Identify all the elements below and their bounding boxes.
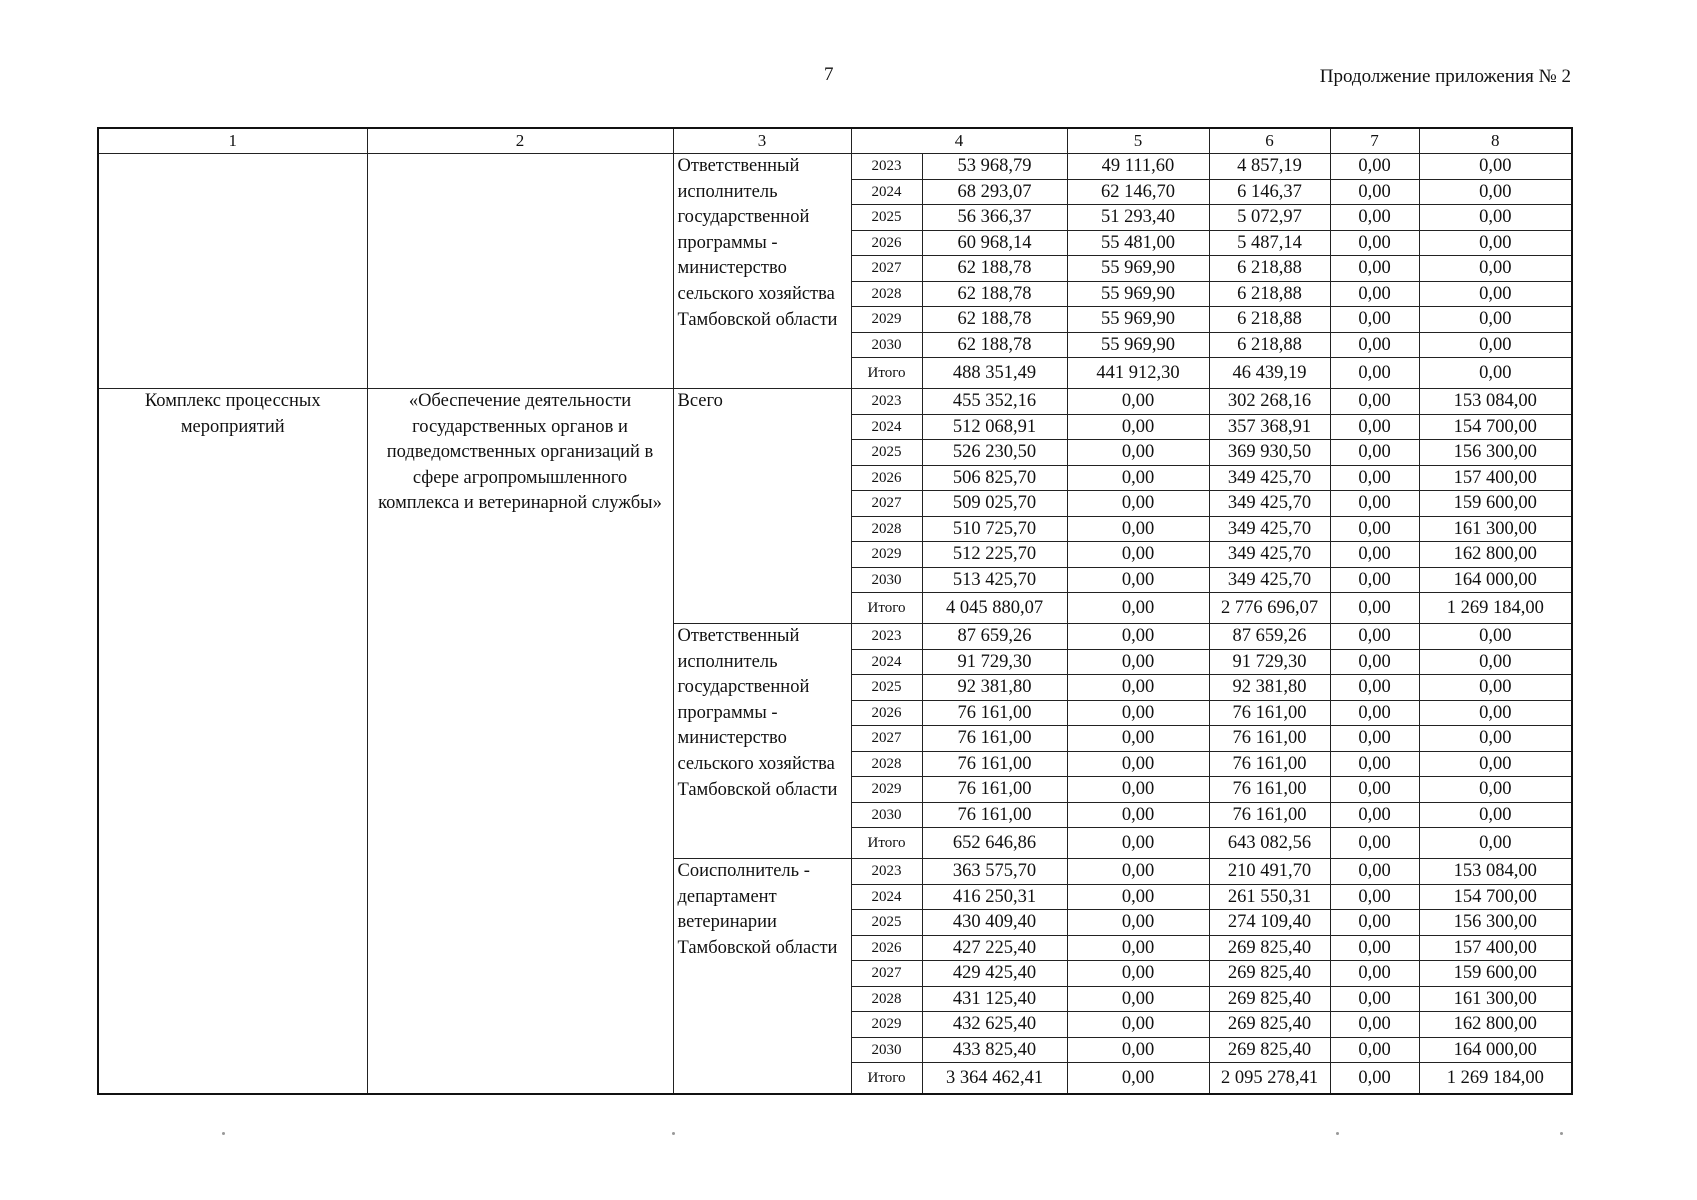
amount-cell: 62 188,78: [922, 281, 1067, 307]
amount-cell: 429 425,40: [922, 961, 1067, 987]
amount-cell: 0,00: [1067, 1012, 1209, 1038]
amount-cell: 269 825,40: [1209, 961, 1330, 987]
amount-cell: 416 250,31: [922, 884, 1067, 910]
amount-cell: 0,00: [1419, 154, 1572, 180]
amount-cell: 0,00: [1067, 567, 1209, 593]
executor-cell: Ответственный исполнитель государственной программы - министерство сельского хозяйства Тамбовской области: [673, 624, 851, 859]
amount-cell: 55 969,90: [1067, 281, 1209, 307]
amount-cell: 0,00: [1330, 465, 1419, 491]
amount-cell: 349 425,70: [1209, 567, 1330, 593]
amount-cell: 0,00: [1330, 440, 1419, 466]
amount-cell: 513 425,70: [922, 567, 1067, 593]
amount-cell: 0,00: [1330, 935, 1419, 961]
amount-cell: 427 225,40: [922, 935, 1067, 961]
amount-cell: 0,00: [1067, 751, 1209, 777]
amount-cell: 76 161,00: [922, 802, 1067, 828]
amount-cell: 0,00: [1330, 675, 1419, 701]
amount-cell: 0,00: [1419, 751, 1572, 777]
year-cell: Итого: [851, 358, 922, 389]
amount-cell: 0,00: [1067, 1063, 1209, 1095]
amount-cell: 0,00: [1067, 542, 1209, 568]
amount-cell: 274 109,40: [1209, 910, 1330, 936]
amount-cell: 3 364 462,41: [922, 1063, 1067, 1095]
amount-cell: 49 111,60: [1067, 154, 1209, 180]
amount-cell: 76 161,00: [1209, 777, 1330, 803]
amount-cell: 0,00: [1067, 516, 1209, 542]
amount-cell: 0,00: [1419, 777, 1572, 803]
amount-cell: 161 300,00: [1419, 516, 1572, 542]
amount-cell: 157 400,00: [1419, 935, 1572, 961]
amount-cell: 76 161,00: [922, 700, 1067, 726]
year-cell: 2024: [851, 179, 922, 205]
amount-cell: 349 425,70: [1209, 542, 1330, 568]
year-cell: 2026: [851, 230, 922, 256]
amount-cell: 0,00: [1067, 884, 1209, 910]
amount-cell: 0,00: [1330, 1037, 1419, 1063]
amount-cell: 0,00: [1330, 256, 1419, 282]
amount-cell: 0,00: [1419, 205, 1572, 231]
amount-cell: 6 146,37: [1209, 179, 1330, 205]
amount-cell: 154 700,00: [1419, 884, 1572, 910]
amount-cell: 0,00: [1330, 828, 1419, 859]
amount-cell: 0,00: [1330, 859, 1419, 885]
table-row: [98, 154, 1572, 180]
amount-cell: 0,00: [1067, 440, 1209, 466]
amount-cell: 162 800,00: [1419, 542, 1572, 568]
amount-cell: 0,00: [1330, 593, 1419, 624]
amount-cell: 510 725,70: [922, 516, 1067, 542]
measure-name-cell: «Обеспечение деятельности государственных органов и подведомственных организаций в сфере агропромышленного комплекса и ветеринарной службы»: [367, 389, 673, 1095]
amount-cell: 87 659,26: [1209, 624, 1330, 650]
column-header-2: 2: [367, 128, 673, 154]
amount-cell: 0,00: [1067, 414, 1209, 440]
amount-cell: 261 550,31: [1209, 884, 1330, 910]
year-cell: 2028: [851, 281, 922, 307]
amount-cell: 1 269 184,00: [1419, 593, 1572, 624]
amount-cell: 512 225,70: [922, 542, 1067, 568]
amount-cell: 2 095 278,41: [1209, 1063, 1330, 1095]
amount-cell: 164 000,00: [1419, 1037, 1572, 1063]
amount-cell: 0,00: [1330, 358, 1419, 389]
amount-cell: 0,00: [1067, 649, 1209, 675]
year-cell: 2028: [851, 516, 922, 542]
amount-cell: 0,00: [1067, 828, 1209, 859]
amount-cell: 0,00: [1419, 675, 1572, 701]
year-cell: 2025: [851, 910, 922, 936]
amount-cell: 0,00: [1067, 777, 1209, 803]
amount-cell: 506 825,70: [922, 465, 1067, 491]
amount-cell: 68 293,07: [922, 179, 1067, 205]
year-cell: 2028: [851, 751, 922, 777]
amount-cell: 0,00: [1419, 726, 1572, 752]
amount-cell: 53 968,79: [922, 154, 1067, 180]
amount-cell: 269 825,40: [1209, 1012, 1330, 1038]
amount-cell: 0,00: [1067, 1037, 1209, 1063]
amount-cell: 92 381,80: [1209, 675, 1330, 701]
amount-cell: 92 381,80: [922, 675, 1067, 701]
amount-cell: 6 218,88: [1209, 281, 1330, 307]
amount-cell: 87 659,26: [922, 624, 1067, 650]
amount-cell: 55 969,90: [1067, 307, 1209, 333]
year-cell: 2023: [851, 389, 922, 415]
amount-cell: 0,00: [1330, 884, 1419, 910]
amount-cell: 302 268,16: [1209, 389, 1330, 415]
amount-cell: 433 825,40: [922, 1037, 1067, 1063]
year-cell: Итого: [851, 1063, 922, 1095]
executor-cell: Ответственный исполнитель государственной программы - министерство сельского хозяйства Тамбовской области: [673, 154, 851, 389]
amount-cell: 0,00: [1067, 859, 1209, 885]
amount-cell: 488 351,49: [922, 358, 1067, 389]
amount-cell: 56 366,37: [922, 205, 1067, 231]
year-cell: 2027: [851, 961, 922, 987]
amount-cell: 159 600,00: [1419, 961, 1572, 987]
year-cell: 2026: [851, 465, 922, 491]
measure-type-cell: [98, 154, 367, 389]
amount-cell: 0,00: [1330, 516, 1419, 542]
amount-cell: 4 857,19: [1209, 154, 1330, 180]
amount-cell: 643 082,56: [1209, 828, 1330, 859]
year-cell: Итого: [851, 828, 922, 859]
amount-cell: 0,00: [1330, 332, 1419, 358]
scan-speck: [672, 1132, 675, 1135]
amount-cell: 164 000,00: [1419, 567, 1572, 593]
year-cell: 2023: [851, 154, 922, 180]
amount-cell: 0,00: [1330, 1012, 1419, 1038]
amount-cell: 154 700,00: [1419, 414, 1572, 440]
amount-cell: 76 161,00: [922, 751, 1067, 777]
amount-cell: 76 161,00: [1209, 726, 1330, 752]
amount-cell: 369 930,50: [1209, 440, 1330, 466]
amount-cell: 0,00: [1330, 910, 1419, 936]
amount-cell: 60 968,14: [922, 230, 1067, 256]
amount-cell: 153 084,00: [1419, 389, 1572, 415]
amount-cell: 0,00: [1067, 465, 1209, 491]
amount-cell: 509 025,70: [922, 491, 1067, 517]
amount-cell: 0,00: [1330, 230, 1419, 256]
column-header-1: 1: [98, 128, 367, 154]
amount-cell: 349 425,70: [1209, 491, 1330, 517]
amount-cell: 0,00: [1330, 1063, 1419, 1095]
amount-cell: 269 825,40: [1209, 1037, 1330, 1063]
budget-table: [97, 127, 1573, 1095]
amount-cell: 157 400,00: [1419, 465, 1572, 491]
amount-cell: 0,00: [1067, 910, 1209, 936]
amount-cell: 349 425,70: [1209, 516, 1330, 542]
amount-cell: 0,00: [1330, 179, 1419, 205]
amount-cell: 0,00: [1330, 567, 1419, 593]
amount-cell: 5 072,97: [1209, 205, 1330, 231]
amount-cell: 0,00: [1330, 986, 1419, 1012]
column-header-3: 3: [673, 128, 851, 154]
amount-cell: 156 300,00: [1419, 910, 1572, 936]
amount-cell: 0,00: [1419, 179, 1572, 205]
amount-cell: 55 969,90: [1067, 256, 1209, 282]
amount-cell: 0,00: [1067, 624, 1209, 650]
header-row: [98, 128, 1572, 154]
amount-cell: 0,00: [1330, 281, 1419, 307]
amount-cell: 0,00: [1330, 154, 1419, 180]
year-cell: 2025: [851, 440, 922, 466]
page-number: 7: [824, 64, 834, 85]
amount-cell: 0,00: [1419, 624, 1572, 650]
column-header-7: 7: [1330, 128, 1419, 154]
amount-cell: 512 068,91: [922, 414, 1067, 440]
year-cell: 2028: [851, 986, 922, 1012]
measure-name-cell: [367, 154, 673, 389]
amount-cell: 55 481,00: [1067, 230, 1209, 256]
year-cell: Итого: [851, 593, 922, 624]
amount-cell: 0,00: [1067, 491, 1209, 517]
amount-cell: 357 368,91: [1209, 414, 1330, 440]
amount-cell: 0,00: [1419, 230, 1572, 256]
amount-cell: 0,00: [1330, 777, 1419, 803]
executor-cell: Соисполнитель - департамент ветеринарии Тамбовской области: [673, 859, 851, 1095]
amount-cell: 0,00: [1419, 281, 1572, 307]
amount-cell: 0,00: [1330, 307, 1419, 333]
amount-cell: 91 729,30: [922, 649, 1067, 675]
year-cell: 2030: [851, 567, 922, 593]
amount-cell: 62 188,78: [922, 307, 1067, 333]
amount-cell: 0,00: [1067, 802, 1209, 828]
year-cell: 2030: [851, 1037, 922, 1063]
amount-cell: 4 045 880,07: [922, 593, 1067, 624]
amount-cell: 0,00: [1330, 491, 1419, 517]
measure-type-cell: Комплекс процессных мероприятий: [98, 389, 367, 1095]
amount-cell: 210 491,70: [1209, 859, 1330, 885]
amount-cell: 156 300,00: [1419, 440, 1572, 466]
amount-cell: 269 825,40: [1209, 935, 1330, 961]
amount-cell: 432 625,40: [922, 1012, 1067, 1038]
amount-cell: 652 646,86: [922, 828, 1067, 859]
column-header-4: 4: [851, 128, 1067, 154]
year-cell: 2030: [851, 332, 922, 358]
amount-cell: 0,00: [1419, 256, 1572, 282]
year-cell: 2026: [851, 935, 922, 961]
amount-cell: 0,00: [1330, 649, 1419, 675]
year-cell: 2027: [851, 491, 922, 517]
amount-cell: 431 125,40: [922, 986, 1067, 1012]
amount-cell: 91 729,30: [1209, 649, 1330, 675]
scan-speck: [222, 1132, 225, 1135]
amount-cell: 526 230,50: [922, 440, 1067, 466]
year-cell: 2024: [851, 649, 922, 675]
amount-cell: 0,00: [1330, 726, 1419, 752]
amount-cell: 76 161,00: [1209, 700, 1330, 726]
amount-cell: 455 352,16: [922, 389, 1067, 415]
amount-cell: 0,00: [1330, 205, 1419, 231]
amount-cell: 62 188,78: [922, 332, 1067, 358]
column-header-5: 5: [1067, 128, 1209, 154]
amount-cell: 0,00: [1330, 751, 1419, 777]
amount-cell: 0,00: [1419, 307, 1572, 333]
amount-cell: 55 969,90: [1067, 332, 1209, 358]
amount-cell: 0,00: [1419, 700, 1572, 726]
amount-cell: 0,00: [1330, 802, 1419, 828]
amount-cell: 269 825,40: [1209, 986, 1330, 1012]
executor-cell: Всего: [673, 389, 851, 624]
year-cell: 2025: [851, 205, 922, 231]
amount-cell: 76 161,00: [922, 777, 1067, 803]
amount-cell: 0,00: [1330, 389, 1419, 415]
amount-cell: 0,00: [1067, 389, 1209, 415]
year-cell: 2025: [851, 675, 922, 701]
amount-cell: 0,00: [1330, 624, 1419, 650]
year-cell: 2029: [851, 1012, 922, 1038]
year-cell: 2030: [851, 802, 922, 828]
amount-cell: 441 912,30: [1067, 358, 1209, 389]
amount-cell: 0,00: [1419, 802, 1572, 828]
column-header-8: 8: [1419, 128, 1572, 154]
amount-cell: 363 575,70: [922, 859, 1067, 885]
amount-cell: 1 269 184,00: [1419, 1063, 1572, 1095]
amount-cell: 161 300,00: [1419, 986, 1572, 1012]
year-cell: 2026: [851, 700, 922, 726]
amount-cell: 349 425,70: [1209, 465, 1330, 491]
year-cell: 2024: [851, 414, 922, 440]
amount-cell: 2 776 696,07: [1209, 593, 1330, 624]
amount-cell: 6 218,88: [1209, 332, 1330, 358]
year-cell: 2023: [851, 859, 922, 885]
amount-cell: 76 161,00: [1209, 751, 1330, 777]
amount-cell: 0,00: [1067, 593, 1209, 624]
table-row: [98, 389, 1572, 415]
year-cell: 2023: [851, 624, 922, 650]
amount-cell: 0,00: [1419, 358, 1572, 389]
amount-cell: 76 161,00: [922, 726, 1067, 752]
amount-cell: 46 439,19: [1209, 358, 1330, 389]
amount-cell: 76 161,00: [1209, 802, 1330, 828]
amount-cell: 0,00: [1419, 828, 1572, 859]
amount-cell: 0,00: [1330, 414, 1419, 440]
amount-cell: 0,00: [1067, 726, 1209, 752]
amount-cell: 6 218,88: [1209, 307, 1330, 333]
amount-cell: 159 600,00: [1419, 491, 1572, 517]
amount-cell: 0,00: [1067, 961, 1209, 987]
amount-cell: 0,00: [1067, 935, 1209, 961]
amount-cell: 0,00: [1419, 332, 1572, 358]
year-cell: 2027: [851, 256, 922, 282]
year-cell: 2024: [851, 884, 922, 910]
amount-cell: 162 800,00: [1419, 1012, 1572, 1038]
amount-cell: 153 084,00: [1419, 859, 1572, 885]
amount-cell: 62 188,78: [922, 256, 1067, 282]
amount-cell: 0,00: [1067, 675, 1209, 701]
amount-cell: 0,00: [1067, 700, 1209, 726]
amount-cell: 0,00: [1330, 700, 1419, 726]
amount-cell: 0,00: [1419, 649, 1572, 675]
scan-speck: [1560, 1132, 1563, 1135]
amount-cell: 0,00: [1067, 986, 1209, 1012]
amount-cell: 51 293,40: [1067, 205, 1209, 231]
amount-cell: 430 409,40: [922, 910, 1067, 936]
amount-cell: 0,00: [1330, 961, 1419, 987]
scan-speck: [1336, 1132, 1339, 1135]
year-cell: 2029: [851, 777, 922, 803]
amount-cell: 5 487,14: [1209, 230, 1330, 256]
year-cell: 2029: [851, 542, 922, 568]
column-header-6: 6: [1209, 128, 1330, 154]
amount-cell: 62 146,70: [1067, 179, 1209, 205]
appendix-header: Продолжение приложения № 2: [1319, 66, 1571, 87]
amount-cell: 6 218,88: [1209, 256, 1330, 282]
year-cell: 2029: [851, 307, 922, 333]
year-cell: 2027: [851, 726, 922, 752]
amount-cell: 0,00: [1330, 542, 1419, 568]
